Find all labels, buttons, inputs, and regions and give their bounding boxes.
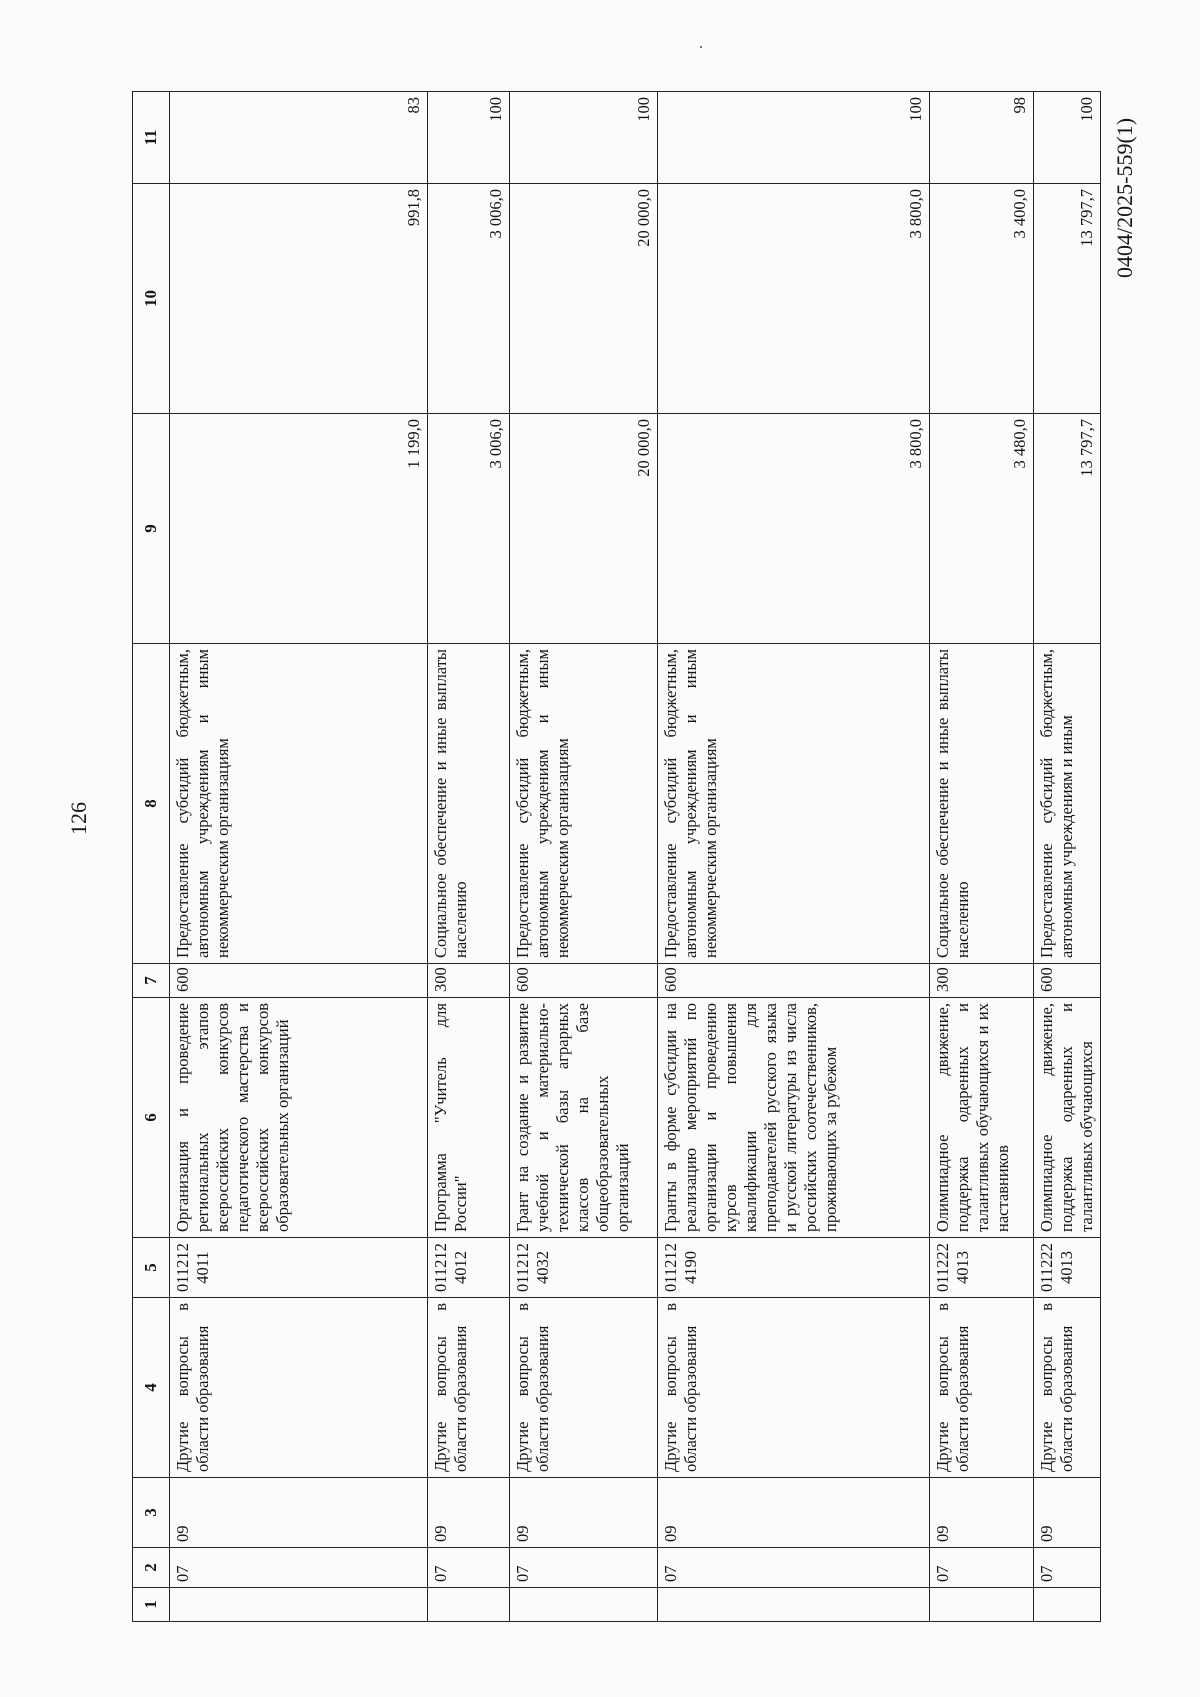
- cell-number: [428, 1588, 510, 1622]
- cell-percent: 100: [1034, 92, 1101, 184]
- cell-subsection-name: Другие вопросы в области образования: [930, 1298, 1034, 1478]
- cell-percent: 100: [428, 92, 510, 184]
- cell-section: 07: [930, 1548, 1034, 1588]
- column-header: 3: [133, 1478, 170, 1548]
- budget-table: [132, 91, 1101, 1622]
- cell-expense-type-code: 300: [930, 964, 1034, 998]
- table-row: [658, 92, 930, 1622]
- cell-percent: 100: [658, 92, 930, 184]
- cell-target-name: Грант на создание и развитие учебной и материально-технической базы аграрных классов на базе общеобразовательных организаций: [510, 998, 658, 1238]
- cell-percent: 83: [170, 92, 428, 184]
- table-row: [510, 92, 658, 1622]
- table-row: [1034, 92, 1101, 1622]
- column-header: 8: [133, 644, 170, 964]
- table-header-row: [133, 92, 170, 1622]
- cell-expense-type-code: 600: [510, 964, 658, 998]
- cell-executed: 3 400,0: [930, 184, 1034, 414]
- cell-target-code: 011212 4012: [428, 1238, 510, 1298]
- cell-expense-type-name: Предоставление субсидий бюджетным, автономным учреждениям и иным некоммерческим организациям: [170, 644, 428, 964]
- cell-expense-type-code: 600: [1034, 964, 1101, 998]
- cell-planned: 1 199,0: [170, 414, 428, 644]
- column-header: 6: [133, 998, 170, 1238]
- cell-section: 07: [170, 1548, 428, 1588]
- cell-target-code: 011222 4013: [930, 1238, 1034, 1298]
- cell-subsection-name: Другие вопросы в области образования: [170, 1298, 428, 1478]
- cell-subsection: 09: [1034, 1478, 1101, 1548]
- page-number: 126: [66, 802, 91, 835]
- cell-target-code: 011212 4011: [170, 1238, 428, 1298]
- column-header: 5: [133, 1238, 170, 1298]
- cell-executed: 991,8: [170, 184, 428, 414]
- cell-expense-type-name: Предоставление субсидий бюджетным, автономным учреждениям и иным некоммерческим организациям: [510, 644, 658, 964]
- cell-expense-type-code: 600: [658, 964, 930, 998]
- cell-target-code: 011212 4032: [510, 1238, 658, 1298]
- cell-executed: 20 000,0: [510, 184, 658, 414]
- table-row: [428, 92, 510, 1622]
- cell-number: [658, 1588, 930, 1622]
- cell-subsection: 09: [170, 1478, 428, 1548]
- cell-section: 07: [1034, 1548, 1101, 1588]
- cell-section: 07: [510, 1548, 658, 1588]
- budget-table-rotated: [132, 92, 1096, 1622]
- table-row: [930, 92, 1034, 1622]
- cell-section: 07: [658, 1548, 930, 1588]
- cell-subsection: 09: [930, 1478, 1034, 1548]
- cell-planned: 3 006,0: [428, 414, 510, 644]
- scan-speck: [700, 46, 702, 48]
- column-header: 10: [133, 184, 170, 414]
- cell-planned: 3 800,0: [658, 414, 930, 644]
- cell-target-name: Программа "Учитель для России": [428, 998, 510, 1238]
- column-header: 1: [133, 1588, 170, 1622]
- cell-subsection-name: Другие вопросы в области образования: [1034, 1298, 1101, 1478]
- column-header: 4: [133, 1298, 170, 1478]
- cell-subsection-name: Другие вопросы в области образования: [510, 1298, 658, 1478]
- cell-percent: 98: [930, 92, 1034, 184]
- cell-planned: 3 480,0: [930, 414, 1034, 644]
- column-header: 9: [133, 414, 170, 644]
- cell-subsection: 09: [428, 1478, 510, 1548]
- cell-subsection-name: Другие вопросы в области образования: [658, 1298, 930, 1478]
- column-header: 7: [133, 964, 170, 998]
- cell-number: [170, 1588, 428, 1622]
- cell-planned: 20 000,0: [510, 414, 658, 644]
- cell-executed: 3 006,0: [428, 184, 510, 414]
- cell-number: [510, 1588, 658, 1622]
- cell-subsection: 09: [510, 1478, 658, 1548]
- cell-subsection-name: Другие вопросы в области образования: [428, 1298, 510, 1478]
- cell-planned: 13 797,7: [1034, 414, 1101, 644]
- cell-target-name: Организация и проведение региональных этапов всероссийских конкурсов педагогического мастерства и всероссийских конкурсов образовательных организаций: [170, 998, 428, 1238]
- cell-target-name: Олимпиадное движение, поддержка одаренных и талантливых обучающихся и их наставников: [930, 998, 1034, 1238]
- cell-target-code: 011222 4013: [1034, 1238, 1101, 1298]
- cell-executed: 3 800,0: [658, 184, 930, 414]
- cell-expense-type-name: Предоставление субсидий бюджетным, автономным учреждениям и иным некоммерческим организациям: [658, 644, 930, 964]
- document-code: 0404/2025-559(1): [1112, 117, 1137, 278]
- cell-number: [930, 1588, 1034, 1622]
- cell-expense-type-name: Социальное обеспечение и иные выплаты населению: [428, 644, 510, 964]
- column-header: 2: [133, 1548, 170, 1588]
- cell-expense-type-code: 600: [170, 964, 428, 998]
- cell-expense-type-name: Предоставление субсидий бюджетным, автономным учреждениям и иным: [1034, 644, 1101, 964]
- cell-target-name: Олимпиадное движение, поддержка одаренных и талантливых обучающихся: [1034, 998, 1101, 1238]
- cell-percent: 100: [510, 92, 658, 184]
- table-row: [170, 92, 428, 1622]
- cell-expense-type-code: 300: [428, 964, 510, 998]
- cell-number: [1034, 1588, 1101, 1622]
- cell-expense-type-name: Социальное обеспечение и иные выплаты населению: [930, 644, 1034, 964]
- column-header: 11: [133, 92, 170, 184]
- cell-subsection: 09: [658, 1478, 930, 1548]
- cell-target-code: 011212 4190: [658, 1238, 930, 1298]
- cell-target-name: Гранты в форме субсидии на реализацию мероприятий по организации и проведению курсов повышения квалификации для преподавателей русского языка и русской литературы из числа российских соотечественников, проживающих за рубежом: [658, 998, 930, 1238]
- cell-executed: 13 797,7: [1034, 184, 1101, 414]
- cell-section: 07: [428, 1548, 510, 1588]
